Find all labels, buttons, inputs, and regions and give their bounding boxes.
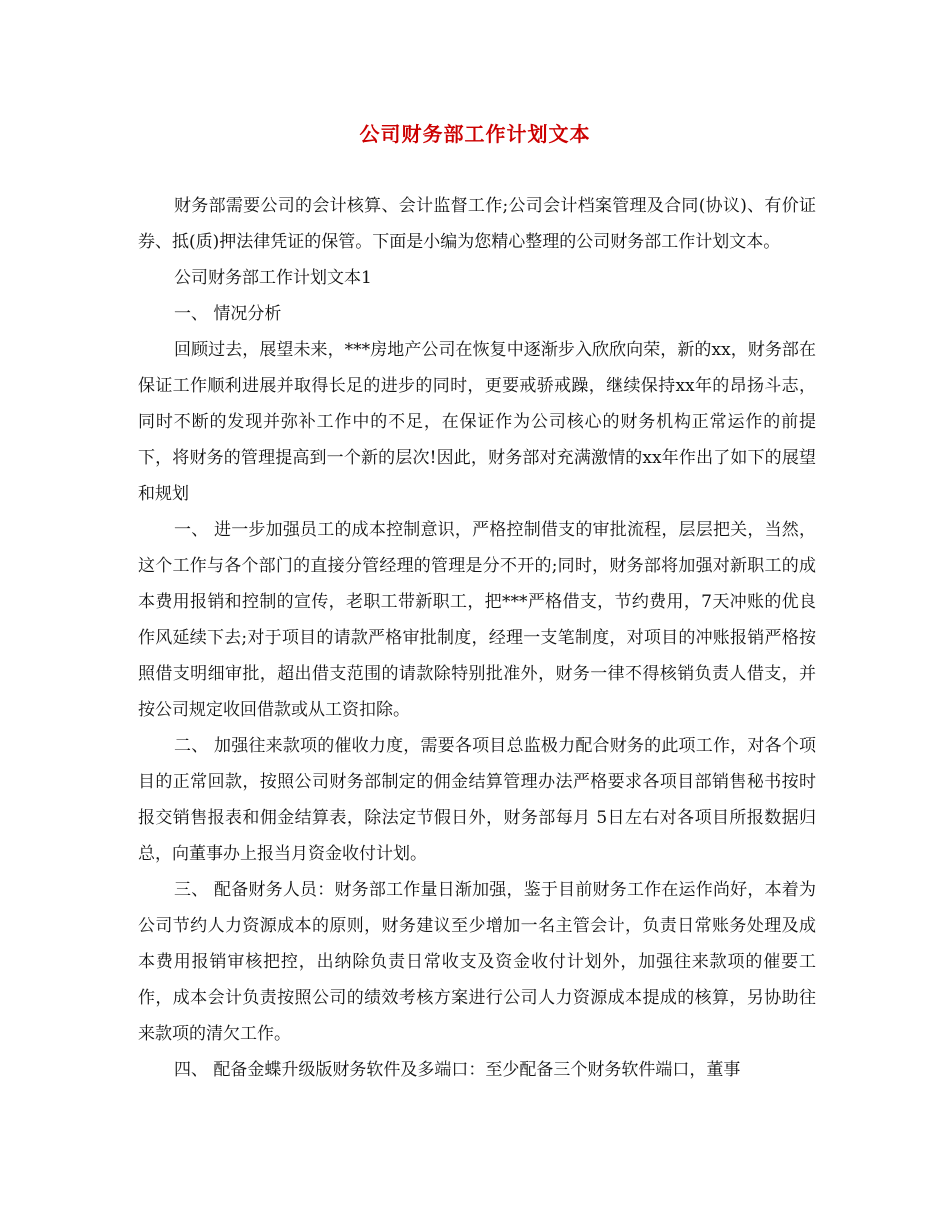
subsection-heading: 一、 情况分析 (174, 304, 282, 324)
plan-item-4: 四、 配备金蝶升级版财务软件及多端口：至少配备三个财务软件端口，董事 (174, 1060, 741, 1080)
intro-paragraph: 财务部需要公司的会计核算、会计监督工作;公司会计档案管理及合同(协议)、有价证券、抵(质)押法律凭证的保管。下面是小编为您精心整理的公司财务部工作计划文本。 (138, 196, 816, 252)
plan-item-2: 二、 加强往来款项的催收力度，需要各项目总监极力配合财务的此项工作，对各个项目的正常回款，按照公司财务部制定的佣金结算管理办法严格要求各项目部销售秘书按时报交销售报表和佣金结算表，除法定节假日外，财务部每月 5日左右对各项目所报数据归总，向董事办上报当月资金收付计划。 (138, 736, 816, 864)
plan-item-3: 三、 配备财务人员：财务部工作量日渐加强，鉴于目前财务工作在运作尚好，本着为公司节约人力资源成本的原则，财务建议至少增加一名主管会计，负责日常账务处理及成本费用报销审核把控，出纳除负责日常收支及资金收付计划外，加强往来款项的催要工作，成本会计负责按照公司的绩效考核方案进行公司人力资源成本提成的核算，另协助往来款项的清欠工作。 (138, 880, 816, 1044)
plan-item-1: 一、 进一步加强员工的成本控制意识，严格控制借支的审批流程，层层把关，当然，这个工作与各个部门的直接分管经理的管理是分不开的;同时，财务部将加强对新职工的成本费用报销和控制的宣传，老职工带新职工，把***严格借支，节约费用，7天冲账的优良作风延续下去;对于项目的请款严格审批制度，经理一支笔制度，对项目的冲账报销严格按照借支明细审批，超出借支范围的请款除特别批准外，财务一律不得核销负责人借支，并按公司规定收回借款或从工资扣除。 (138, 520, 816, 720)
section-heading: 公司财务部工作计划文本1 (174, 268, 372, 288)
document-body (138, 188, 816, 1088)
analysis-paragraph: 回顾过去，展望未来，***房地产公司在恢复中逐渐步入欣欣向荣，新的xx，财务部在保证工作顺利进展并取得长足的进步的同时，更要戒骄戒躁，继续保持xx年的昂扬斗志，同时不断的发现并弥补工作中的不足，在保证作为公司核心的财务机构正常运作的前提下，将财务的管理提高到一个新的层次!因此，财务部对充满激情的xx年作出了如下的展望和规划 (138, 340, 816, 504)
document-title: 公司财务部工作计划文本 (359, 122, 591, 146)
